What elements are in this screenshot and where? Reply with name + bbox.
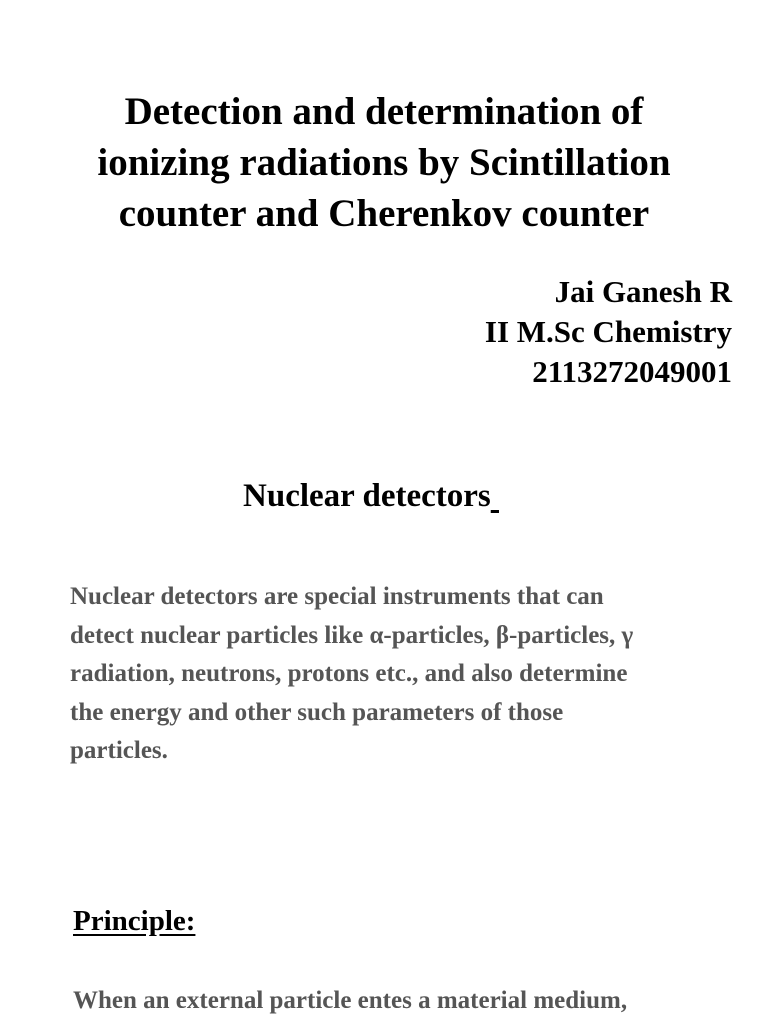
author-program: II M.Sc Chemistry (484, 314, 732, 349)
author-block (485, 272, 732, 392)
section-heading-principle: Principle: (73, 905, 196, 937)
document-title (40, 86, 728, 239)
paragraph-line: particles. (70, 737, 168, 764)
author-name: Jai Ganesh R (554, 274, 732, 309)
paragraph-line: the energy and other such parameters of those (70, 698, 564, 726)
title-line: ionizing radiations by Scintillation (97, 141, 671, 184)
principle-paragraph-line: When an external particle entes a material medium, (73, 987, 628, 1014)
section-heading-text: Nuclear detectors (243, 478, 491, 514)
section-heading-nuclear-detectors (0, 476, 742, 516)
title-line: counter and Cherenkov counter (118, 192, 650, 235)
paragraph-line: radiation, neutrons, protons etc., and also determine (70, 660, 628, 687)
paragraph-line: Nuclear detectors are special instruments that can (70, 583, 604, 610)
author-roll-number: 2113272049001 (532, 354, 732, 389)
paragraph-line: detect nuclear particles like α-particles, β-particles, γ (70, 621, 634, 649)
nuclear-detectors-paragraph (70, 578, 730, 771)
title-line: Detection and determination of (124, 90, 644, 133)
section-heading-trailing-underline (491, 478, 499, 514)
